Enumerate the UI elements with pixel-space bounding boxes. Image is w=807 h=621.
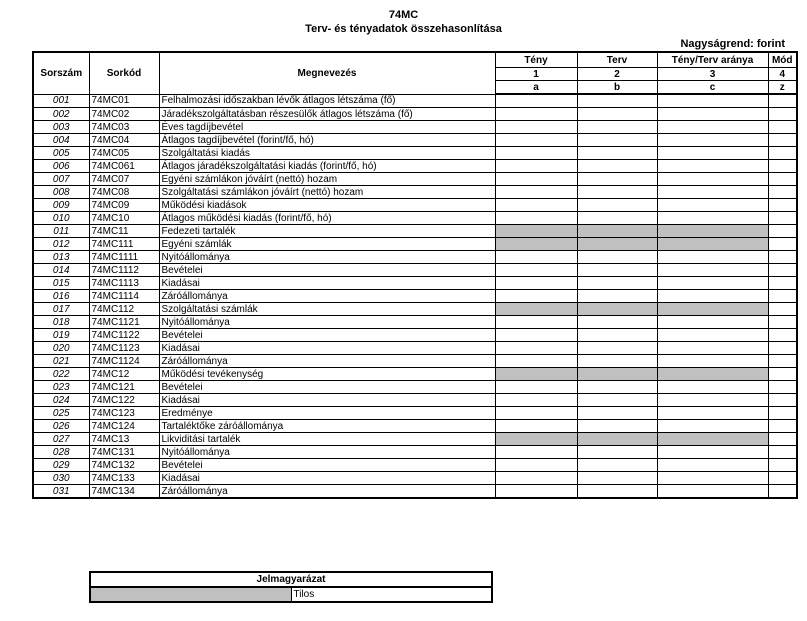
table-row (33, 147, 797, 160)
row-number: 025 (33, 407, 89, 420)
row-code: 74MC061 (89, 160, 159, 173)
col-header-sorszam: Sorszám (33, 52, 89, 94)
cell-arany[interactable] (657, 121, 768, 134)
row-code: 74MC1113 (89, 277, 159, 290)
row-code: 74MC03 (89, 121, 159, 134)
cell-arany[interactable] (657, 316, 768, 329)
cell-teny[interactable] (495, 121, 577, 134)
cell-teny[interactable] (495, 446, 577, 459)
row-number: 022 (33, 368, 89, 381)
cell-arany[interactable] (657, 472, 768, 485)
cell-terv[interactable] (577, 407, 657, 420)
cell-teny[interactable] (495, 173, 577, 186)
row-code: 74MC05 (89, 147, 159, 160)
cell-mod[interactable] (768, 108, 797, 121)
cell-teny[interactable] (495, 94, 577, 108)
row-number: 002 (33, 108, 89, 121)
row-code: 74MC1114 (89, 290, 159, 303)
cell-teny[interactable] (495, 329, 577, 342)
cell-arany[interactable] (657, 173, 768, 186)
form-subtitle: Terv- és tényadatok összehasonlítása (305, 23, 502, 35)
cell-terv[interactable] (577, 173, 657, 186)
table-row (33, 407, 797, 420)
cell-mod[interactable] (768, 264, 797, 277)
row-number: 027 (33, 433, 89, 446)
col-header-sorkod: Sorkód (89, 52, 159, 94)
cell-teny[interactable] (495, 134, 577, 147)
row-number: 016 (33, 290, 89, 303)
row-name: Működési kiadások (159, 199, 495, 212)
table-row (33, 251, 797, 264)
cell-teny[interactable] (495, 407, 577, 420)
cell-mod[interactable] (768, 147, 797, 160)
cell-terv[interactable] (577, 108, 657, 121)
col-header-terv: Terv (577, 52, 657, 68)
cell-mod[interactable] (768, 251, 797, 264)
cell-arany[interactable] (657, 485, 768, 499)
cell-mod[interactable] (768, 316, 797, 329)
cell-teny (495, 303, 577, 316)
cell-teny[interactable] (495, 290, 577, 303)
cell-terv (577, 433, 657, 446)
row-number: 008 (33, 186, 89, 199)
row-number: 029 (33, 459, 89, 472)
row-name: Éves tagdíjbevétel (159, 121, 495, 134)
cell-mod[interactable] (768, 329, 797, 342)
cell-terv[interactable] (577, 446, 657, 459)
row-name: Eredménye (159, 407, 495, 420)
row-number: 021 (33, 355, 89, 368)
cell-terv[interactable] (577, 329, 657, 342)
row-code: 74MC133 (89, 472, 159, 485)
table-row (33, 238, 797, 251)
table-row (33, 329, 797, 342)
row-code: 74MC123 (89, 407, 159, 420)
table-row (33, 316, 797, 329)
cell-terv[interactable] (577, 316, 657, 329)
table-row (33, 446, 797, 459)
row-number: 010 (33, 212, 89, 225)
col-letter-z: z (768, 81, 797, 95)
table-row (33, 134, 797, 147)
row-name: Fedezeti tartalék (159, 225, 495, 238)
row-name: Járadékszolgáltatásban részesülők átlagos létszáma (fő) (159, 108, 495, 121)
row-number: 014 (33, 264, 89, 277)
cell-mod[interactable] (768, 238, 797, 251)
table-row (33, 355, 797, 368)
cell-arany[interactable] (657, 459, 768, 472)
row-name: Egyéni számlákon jóváírt (nettó) hozam (159, 173, 495, 186)
col-header-arany: Tény/Terv aránya (657, 52, 768, 68)
legend-item-label: Tilos (291, 587, 492, 602)
cell-teny[interactable] (495, 160, 577, 173)
cell-teny[interactable] (495, 420, 577, 433)
row-name: Bevételei (159, 459, 495, 472)
cell-teny[interactable] (495, 472, 577, 485)
col-header-megnevezes: Megnevezés (159, 52, 495, 94)
row-number: 019 (33, 329, 89, 342)
cell-arany[interactable] (657, 160, 768, 173)
row-name: Likviditási tartalék (159, 433, 495, 446)
data-table (32, 51, 798, 499)
col-letter-a: a (495, 81, 577, 95)
cell-teny[interactable] (495, 186, 577, 199)
cell-arany[interactable] (657, 264, 768, 277)
cell-arany[interactable] (657, 199, 768, 212)
cell-mod[interactable] (768, 173, 797, 186)
table-row (33, 186, 797, 199)
table-row (33, 277, 797, 290)
row-code: 74MC02 (89, 108, 159, 121)
cell-mod[interactable] (768, 420, 797, 433)
cell-teny (495, 368, 577, 381)
table-row (33, 160, 797, 173)
row-number: 020 (33, 342, 89, 355)
cell-terv[interactable] (577, 290, 657, 303)
cell-mod[interactable] (768, 212, 797, 225)
row-code: 74MC122 (89, 394, 159, 407)
row-name: Átlagos járadékszolgáltatási kiadás (forint/fő, hó) (159, 160, 495, 173)
row-name: Nyitóállománya (159, 316, 495, 329)
row-code: 74MC07 (89, 173, 159, 186)
cell-mod[interactable] (768, 342, 797, 355)
cell-teny (495, 238, 577, 251)
row-code: 74MC04 (89, 134, 159, 147)
col-letter-b: b (577, 81, 657, 95)
cell-arany[interactable] (657, 290, 768, 303)
row-number: 004 (33, 134, 89, 147)
cell-teny (495, 433, 577, 446)
cell-terv (577, 303, 657, 316)
table-row (33, 381, 797, 394)
table-row (33, 264, 797, 277)
cell-teny[interactable] (495, 342, 577, 355)
row-name: Szolgáltatási számlákon jóváírt (nettó) hozam (159, 186, 495, 199)
row-name: Záróállománya (159, 485, 495, 499)
row-name: Tartaléktőke záróállománya (159, 420, 495, 433)
row-number: 024 (33, 394, 89, 407)
cell-mod[interactable] (768, 433, 797, 446)
cell-teny[interactable] (495, 459, 577, 472)
row-code: 74MC1124 (89, 355, 159, 368)
cell-mod[interactable] (768, 94, 797, 108)
row-code: 74MC11 (89, 225, 159, 238)
col-header-teny: Tény (495, 52, 577, 68)
cell-terv[interactable] (577, 420, 657, 433)
row-code: 74MC12 (89, 368, 159, 381)
cell-arany[interactable] (657, 342, 768, 355)
row-code: 74MC1121 (89, 316, 159, 329)
table-row (33, 94, 797, 108)
cell-teny[interactable] (495, 381, 577, 394)
table-row (33, 225, 797, 238)
legend-table (89, 571, 493, 603)
cell-mod[interactable] (768, 472, 797, 485)
cell-terv[interactable] (577, 186, 657, 199)
table-row (33, 394, 797, 407)
row-name: Kiadásai (159, 472, 495, 485)
legend-title: Jelmagyarázat (90, 572, 492, 587)
row-name: Nyitóállománya (159, 446, 495, 459)
row-name: Átlagos működési kiadás (forint/fő, hó) (159, 212, 495, 225)
row-name: Kiadásai (159, 342, 495, 355)
cell-mod[interactable] (768, 121, 797, 134)
table-row (33, 199, 797, 212)
cell-terv[interactable] (577, 121, 657, 134)
cell-teny[interactable] (495, 485, 577, 499)
table-row (33, 173, 797, 186)
cell-terv[interactable] (577, 342, 657, 355)
row-number: 009 (33, 199, 89, 212)
cell-mod[interactable] (768, 381, 797, 394)
cell-mod[interactable] (768, 134, 797, 147)
cell-terv (577, 238, 657, 251)
cell-mod[interactable] (768, 394, 797, 407)
cell-mod[interactable] (768, 368, 797, 381)
row-number: 007 (33, 173, 89, 186)
cell-arany (657, 433, 768, 446)
row-number: 012 (33, 238, 89, 251)
cell-arany[interactable] (657, 446, 768, 459)
col-num-1: 1 (495, 68, 577, 81)
row-code: 74MC01 (89, 94, 159, 108)
row-name: Záróállománya (159, 290, 495, 303)
row-code: 74MC1112 (89, 264, 159, 277)
row-code: 74MC111 (89, 238, 159, 251)
row-number: 028 (33, 446, 89, 459)
table-row (33, 108, 797, 121)
cell-terv[interactable] (577, 264, 657, 277)
cell-terv[interactable] (577, 381, 657, 394)
row-code: 74MC08 (89, 186, 159, 199)
row-number: 018 (33, 316, 89, 329)
cell-arany (657, 225, 768, 238)
cell-mod[interactable] (768, 199, 797, 212)
cell-mod[interactable] (768, 407, 797, 420)
cell-terv[interactable] (577, 251, 657, 264)
unit-label: Nagyságrend: forint (680, 38, 785, 50)
row-name: Bevételei (159, 381, 495, 394)
row-name: Szolgáltatási számlák (159, 303, 495, 316)
cell-terv (577, 368, 657, 381)
cell-teny[interactable] (495, 277, 577, 290)
row-name: Kiadásai (159, 394, 495, 407)
row-number: 005 (33, 147, 89, 160)
row-code: 74MC1111 (89, 251, 159, 264)
row-number: 013 (33, 251, 89, 264)
table-row (33, 472, 797, 485)
cell-mod[interactable] (768, 160, 797, 173)
cell-terv[interactable] (577, 212, 657, 225)
cell-teny[interactable] (495, 251, 577, 264)
row-code: 74MC121 (89, 381, 159, 394)
cell-mod[interactable] (768, 303, 797, 316)
cell-arany (657, 303, 768, 316)
cell-mod[interactable] (768, 446, 797, 459)
cell-arany (657, 238, 768, 251)
cell-terv[interactable] (577, 355, 657, 368)
row-number: 026 (33, 420, 89, 433)
row-name: Bevételei (159, 329, 495, 342)
table-row (33, 290, 797, 303)
row-name: Záróállománya (159, 355, 495, 368)
col-num-2: 2 (577, 68, 657, 81)
row-name: Bevételei (159, 264, 495, 277)
row-code: 74MC131 (89, 446, 159, 459)
row-code: 74MC13 (89, 433, 159, 446)
cell-arany[interactable] (657, 277, 768, 290)
row-code: 74MC134 (89, 485, 159, 499)
cell-mod[interactable] (768, 290, 797, 303)
form-code: 74MC (388, 9, 419, 21)
cell-teny[interactable] (495, 264, 577, 277)
row-name: Egyéni számlák (159, 238, 495, 251)
cell-terv[interactable] (577, 394, 657, 407)
table-row (33, 459, 797, 472)
table-row (33, 420, 797, 433)
row-code: 74MC1122 (89, 329, 159, 342)
table-row (33, 212, 797, 225)
cell-arany[interactable] (657, 108, 768, 121)
cell-teny[interactable] (495, 316, 577, 329)
cell-arany[interactable] (657, 381, 768, 394)
cell-mod[interactable] (768, 459, 797, 472)
cell-terv[interactable] (577, 134, 657, 147)
col-header-mod: Mód (768, 52, 797, 68)
row-number: 031 (33, 485, 89, 499)
cell-mod[interactable] (768, 225, 797, 238)
row-number: 011 (33, 225, 89, 238)
cell-teny[interactable] (495, 199, 577, 212)
cell-teny[interactable] (495, 394, 577, 407)
table-row (33, 485, 797, 499)
cell-arany[interactable] (657, 134, 768, 147)
row-name: Nyitóállománya (159, 251, 495, 264)
cell-terv[interactable] (577, 199, 657, 212)
row-code: 74MC09 (89, 199, 159, 212)
table-row (33, 121, 797, 134)
cell-teny[interactable] (495, 212, 577, 225)
cell-teny[interactable] (495, 355, 577, 368)
cell-arany[interactable] (657, 420, 768, 433)
cell-arany[interactable] (657, 407, 768, 420)
cell-terv[interactable] (577, 472, 657, 485)
cell-mod[interactable] (768, 186, 797, 199)
cell-terv[interactable] (577, 160, 657, 173)
row-name: Felhalmozási időszakban lévők átlagos létszáma (fő) (159, 94, 495, 108)
row-number: 015 (33, 277, 89, 290)
row-name: Szolgáltatási kiadás (159, 147, 495, 160)
row-code: 74MC124 (89, 420, 159, 433)
row-name: Kiadásai (159, 277, 495, 290)
table-row (33, 368, 797, 381)
cell-arany[interactable] (657, 186, 768, 199)
col-num-4: 4 (768, 68, 797, 81)
cell-arany[interactable] (657, 251, 768, 264)
row-number: 030 (33, 472, 89, 485)
cell-arany[interactable] (657, 355, 768, 368)
cell-arany (657, 368, 768, 381)
row-number: 017 (33, 303, 89, 316)
cell-terv[interactable] (577, 147, 657, 160)
row-number: 001 (33, 94, 89, 108)
cell-arany[interactable] (657, 212, 768, 225)
col-num-3: 3 (657, 68, 768, 81)
table-row (33, 342, 797, 355)
cell-teny (495, 225, 577, 238)
row-code: 74MC132 (89, 459, 159, 472)
row-number: 023 (33, 381, 89, 394)
cell-arany[interactable] (657, 94, 768, 108)
row-code: 74MC112 (89, 303, 159, 316)
cell-arany[interactable] (657, 329, 768, 342)
table-row (33, 303, 797, 316)
row-name: Átlagos tagdíjbevétel (forint/fő, hó) (159, 134, 495, 147)
row-code: 74MC1123 (89, 342, 159, 355)
cell-arany[interactable] (657, 394, 768, 407)
cell-teny[interactable] (495, 147, 577, 160)
cell-mod[interactable] (768, 485, 797, 499)
row-name: Működési tevékenység (159, 368, 495, 381)
row-number: 006 (33, 160, 89, 173)
cell-terv[interactable] (577, 485, 657, 499)
col-letter-c: c (657, 81, 768, 95)
cell-terv[interactable] (577, 277, 657, 290)
cell-arany[interactable] (657, 147, 768, 160)
cell-mod[interactable] (768, 355, 797, 368)
cell-mod[interactable] (768, 277, 797, 290)
cell-terv[interactable] (577, 94, 657, 108)
row-code: 74MC10 (89, 212, 159, 225)
cell-teny[interactable] (495, 108, 577, 121)
table-row (33, 433, 797, 446)
legend-swatch (90, 587, 291, 602)
cell-terv (577, 225, 657, 238)
cell-terv[interactable] (577, 459, 657, 472)
row-number: 003 (33, 121, 89, 134)
